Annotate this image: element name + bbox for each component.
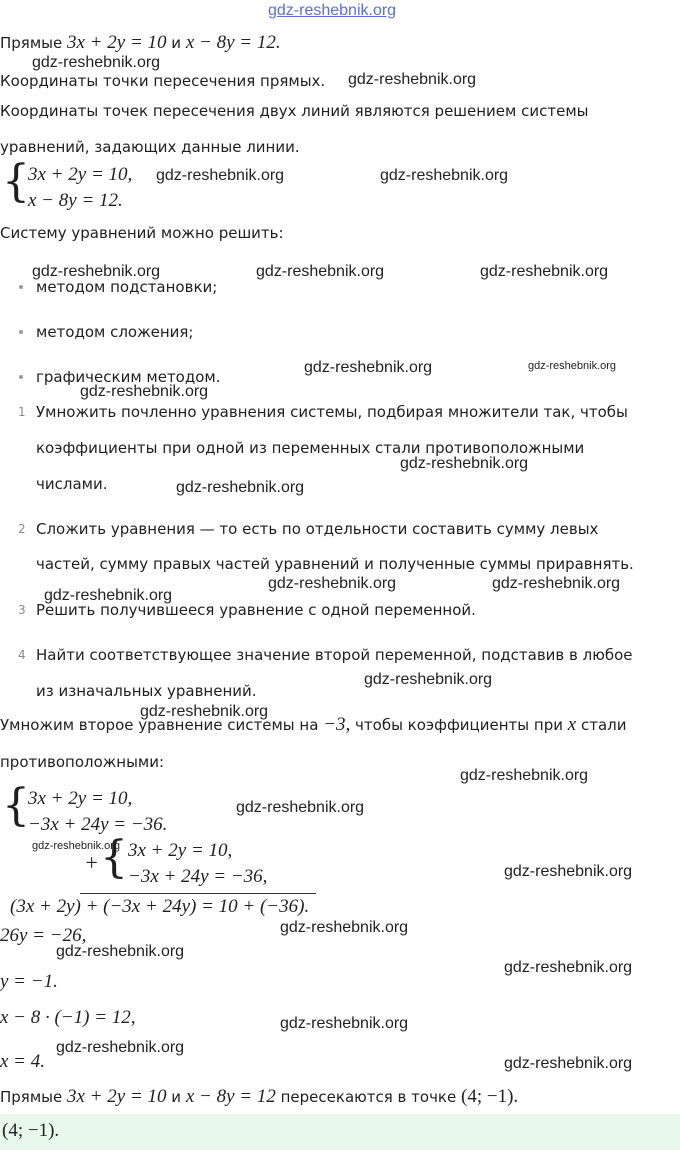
watermark: gdz-reshebnik.org — [400, 455, 529, 472]
multiply-var: x — [567, 714, 577, 735]
solution-step: x − 8 · (−1) = 12, — [0, 1007, 136, 1028]
step-number: 3 — [18, 603, 26, 617]
watermark: gdz-reshebnik.org — [304, 359, 433, 376]
step-line: Решить получившееся уравнение с одной переменной. — [36, 601, 476, 619]
watermark: gdz-reshebnik.org — [268, 575, 397, 592]
multiply-text: чтобы коэффициенты при — [355, 716, 563, 734]
conclusion-eq2: x − 8y = 12 — [185, 1086, 276, 1107]
watermark: gdz-reshebnik.org — [256, 263, 385, 280]
answer-box — [0, 1114, 680, 1150]
answer-value: (4; −1). — [2, 1120, 60, 1141]
step-number: 4 — [18, 648, 26, 662]
solution-step: y = −1. — [0, 971, 58, 992]
watermark: gdz-reshebnik.org — [364, 671, 493, 688]
step-number: 2 — [18, 522, 26, 536]
step-line: числами. — [36, 475, 108, 493]
watermark: gdz-reshebnik.org — [236, 799, 365, 816]
intro-eq1: 3x + 2y = 10 — [67, 32, 167, 53]
system-brace: { — [100, 832, 128, 883]
watermark: gdz-reshebnik.org — [32, 54, 161, 71]
system1-eq1: 3x + 2y = 10, — [28, 164, 133, 185]
addition-eq1: 3x + 2y = 10, — [128, 840, 233, 861]
bullet — [19, 285, 23, 289]
conclusion-eq1: 3x + 2y = 10 — [67, 1086, 167, 1107]
watermark: gdz-reshebnik.org — [156, 167, 285, 184]
method-item: методом подстановки; — [36, 278, 218, 296]
multiply-text: стали — [580, 716, 627, 734]
conclusion-text: Прямые — [0, 1088, 63, 1106]
bullet — [19, 375, 23, 379]
step-line: из изначальных уравнений. — [36, 682, 257, 700]
method-item: графическим методом. — [36, 368, 221, 386]
watermark: gdz-reshebnik.org — [528, 360, 617, 372]
watermark: gdz-reshebnik.org — [280, 1015, 409, 1032]
method-item: методом сложения; — [36, 323, 194, 341]
multiply-factor: −3, — [323, 714, 351, 735]
watermark: gdz-reshebnik.org — [56, 1039, 185, 1056]
watermark: gdz-reshebnik.org — [176, 479, 305, 496]
watermark: gdz-reshebnik.org — [140, 703, 269, 720]
watermark: gdz-reshebnik.org — [504, 1055, 633, 1072]
step-line: частей, сумму правых частей уравнений и полученные суммы приравнять. — [36, 555, 634, 573]
watermark: gdz-reshebnik.org — [480, 263, 609, 280]
step-number: 1 — [18, 405, 26, 419]
sum-line — [80, 893, 316, 894]
watermark: gdz-reshebnik.org — [492, 575, 621, 592]
bullet — [19, 330, 23, 334]
system-brace: { — [2, 156, 30, 207]
multiply-text: Умножим второе уравнение системы на — [0, 716, 319, 734]
solution-step: x = 4. — [0, 1051, 46, 1072]
methods-title: Систему уравнений можно решить: — [0, 224, 284, 242]
watermark: gdz-reshebnik.org — [460, 767, 589, 784]
watermark: gdz-reshebnik.org — [32, 840, 121, 852]
paragraph-line-2: уравнений, задающих данные линии. — [0, 138, 300, 156]
system2-eq2: −3x + 24y = −36. — [28, 814, 168, 835]
watermark: gdz-reshebnik.org — [56, 943, 185, 960]
system1-eq2: x − 8y = 12. — [28, 190, 123, 211]
intro-line — [0, 32, 281, 54]
system-brace: { — [2, 780, 30, 831]
multiply-line — [0, 714, 627, 736]
watermark: gdz-reshebnik.org — [32, 263, 161, 280]
plus-sign: + — [84, 850, 99, 875]
watermark: gdz-reshebnik.org — [44, 587, 173, 604]
paragraph-line-1: Координаты точек пересечения двух линий являются решением системы — [0, 102, 589, 120]
watermark: gdz-reshebnik.org — [380, 167, 509, 184]
intro-text: Прямые — [0, 34, 63, 52]
watermark: gdz-reshebnik.org — [348, 71, 477, 88]
system2-eq1: 3x + 2y = 10, — [28, 788, 133, 809]
step-line: Найти соответствующее значение второй переменной, подставив в любое — [36, 646, 633, 664]
watermark: gdz-reshebnik.org — [504, 863, 633, 880]
step-line: Умножить почленно уравнения системы, подбирая множители так, чтобы — [36, 403, 628, 421]
conclusion-line — [0, 1086, 518, 1108]
addition-eq2: −3x + 24y = −36, — [128, 866, 268, 887]
intro-eq2: x − 8y = 12. — [185, 32, 281, 53]
step-line: коэффициенты при одной из переменных стали противоположными — [36, 439, 585, 457]
conclusion-text: пересекаются в точке — [280, 1088, 457, 1106]
section-heading: Координаты точки пересечения прямых. — [0, 72, 326, 90]
multiply-line-2: противоположными: — [0, 753, 165, 771]
watermark: gdz-reshebnik.org — [504, 959, 633, 976]
watermark-top[interactable]: gdz-reshebnik.org — [268, 2, 397, 19]
step-line: Сложить уравнения — то есть по отдельности составить сумму левых — [36, 520, 599, 538]
addition-sum: (3x + 2y) + (−3x + 24y) = 10 + (−36). — [10, 896, 310, 917]
solution-step: 26y = −26, — [0, 925, 87, 946]
intro-and: и — [171, 34, 182, 52]
conclusion-and: и — [171, 1088, 182, 1106]
watermark: gdz-reshebnik.org — [80, 383, 209, 400]
conclusion-point: (4; −1). — [461, 1086, 519, 1107]
watermark: gdz-reshebnik.org — [280, 919, 409, 936]
